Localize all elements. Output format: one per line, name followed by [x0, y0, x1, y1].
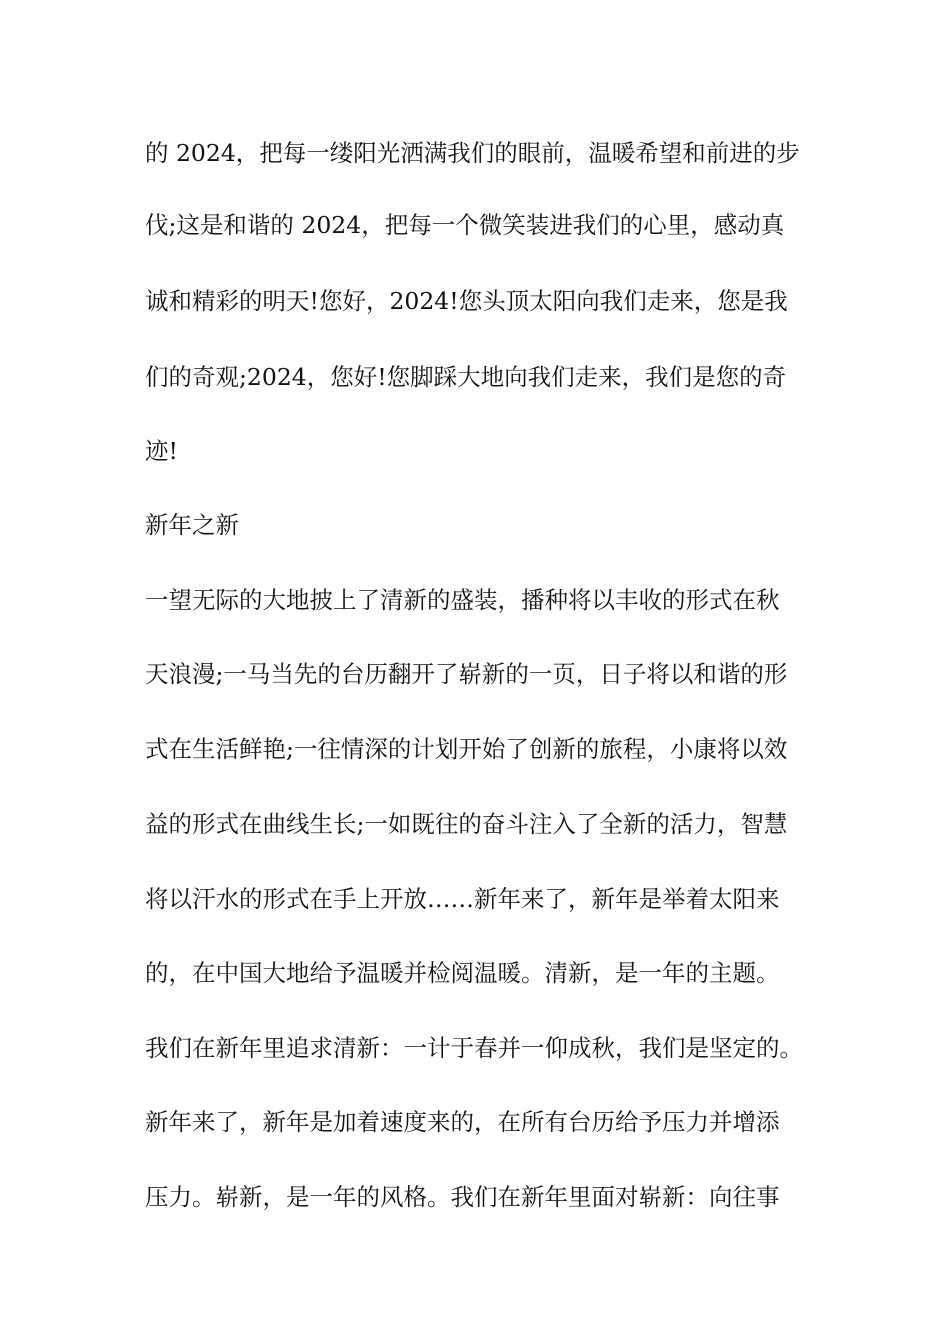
body-text-line: 我们在新年里追求清新：一计于春并一仰成秋，我们是坚定的。	[145, 1034, 803, 1062]
body-text-line: 迹!	[145, 437, 178, 465]
body-text-line: 天浪漫;一马当先的台历翻开了崭新的一页，日子将以和谐的形	[145, 660, 788, 688]
body-text-line: 新年来了，新年是加着速度来的，在所有台历给予压力并增添	[145, 1108, 780, 1136]
body-text-line: 一望无际的大地披上了清新的盛装，播种将以丰收的形式在秋	[145, 586, 780, 614]
body-text-line: 的 2024，把每一缕阳光洒满我们的眼前，温暖希望和前进的步	[145, 139, 800, 167]
body-text-line: 伐;这是和谐的 2024，把每一个微笑装进我们的心里，感动真	[145, 211, 785, 239]
body-text-line: 式在生活鲜艳;一往情深的计划开始了创新的旅程，小康将以效	[145, 735, 788, 763]
body-text-line: 诚和精彩的明天!您好，2024!您头顶太阳向我们走来，您是我	[145, 287, 788, 315]
body-text-line: 将以汗水的形式在手上开放……新年来了，新年是举着太阳来	[145, 885, 780, 913]
body-text-line: 益的形式在曲线生长;一如既往的奋斗注入了全新的活力，智慧	[145, 810, 788, 838]
body-text-line: 的，在中国大地给予温暖并检阅温暖。清新，是一年的主题。	[145, 959, 780, 987]
section-heading: 新年之新	[145, 511, 239, 539]
body-text-line: 们的奇观;2024，您好!您脚踩大地向我们走来，我们是您的奇	[145, 363, 787, 391]
body-text-line: 压力。崭新，是一年的风格。我们在新年里面对崭新：向往事	[145, 1183, 780, 1211]
